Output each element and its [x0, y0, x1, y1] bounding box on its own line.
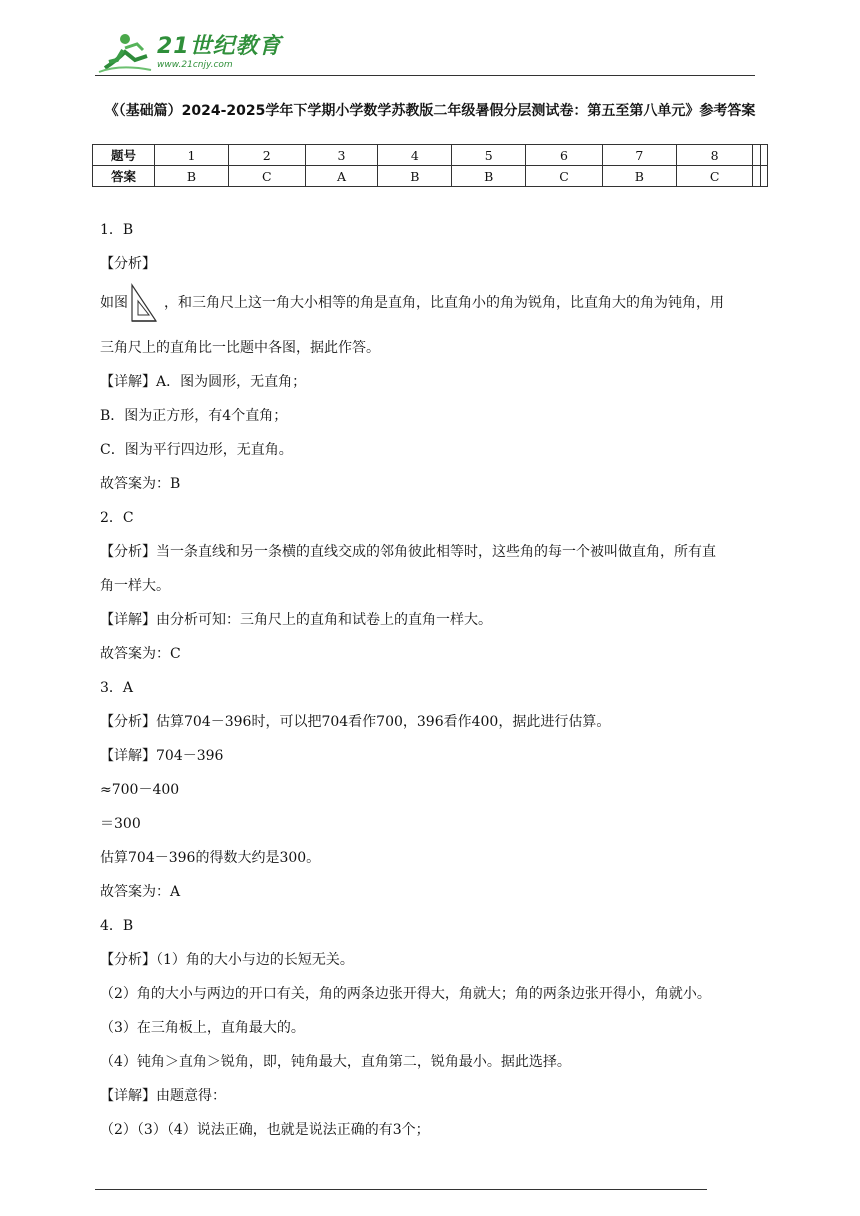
header-rule	[95, 75, 755, 76]
q1-detail-2: B．图为正方形，有4个直角；	[100, 408, 288, 424]
q4-analysis-4: （4）钝角＞直角＞锐角，即，钝角最大，直角第二，锐角最小。据此选择。	[100, 1054, 571, 1070]
table-cell: B	[155, 166, 229, 187]
q2-conclusion: 故答案为：C	[100, 646, 181, 662]
table-cell: 1	[155, 145, 229, 166]
q3-result: 估算704－396的得数大约是300。	[100, 850, 321, 866]
table-row-label: 题号	[93, 145, 155, 166]
table-cell: 6	[526, 145, 603, 166]
table-cell: B	[378, 166, 452, 187]
q2-heading: 2．C	[100, 510, 134, 526]
set-square-icon	[128, 283, 158, 323]
q3-conclusion: 故答案为：A	[100, 884, 181, 900]
q4-analysis-2: （2）角的大小与两边的开口有关，角的两条边张开得大，角就大；角的两条边张开得小，角就小。	[100, 986, 711, 1002]
q4-detail-2: （2）（3）（4）说法正确，也就是说法正确的有3个；	[100, 1122, 430, 1138]
table-cell: C	[526, 166, 603, 187]
q3-detail: 【详解】704－396	[100, 748, 224, 764]
table-cell: A	[305, 166, 378, 187]
table-cell: B	[602, 166, 676, 187]
table-cell	[760, 166, 767, 187]
page-title: 《（基础篇）2024-2025学年下学期小学数学苏教版二年级暑假分层测试卷：第五至第八单元》参考答案	[104, 103, 756, 119]
page-header	[95, 30, 755, 78]
q2-detail: 【详解】由分析可知：三角尺上的直角和试卷上的直角一样大。	[100, 612, 492, 628]
q3-heading: 3．A	[100, 680, 134, 696]
q3-step-1: ≈700－400	[100, 782, 180, 798]
table-cell	[753, 166, 760, 187]
logo-title: 21世纪教育	[157, 34, 282, 59]
table-cell	[753, 145, 760, 166]
q1-conclusion: 故答案为：B	[100, 476, 181, 492]
q4-analysis-3: （3）在三角板上，直角最大的。	[100, 1020, 305, 1036]
table-cell: 4	[378, 145, 452, 166]
q4-analysis-1: 【分析】（1）角的大小与边的长短无关。	[100, 952, 354, 968]
table-cell: 2	[228, 145, 305, 166]
q1-detail-1: 【详解】A．图为圆形，无直角；	[100, 374, 307, 390]
q1-analysis-post: ，和三角尺上这一角大小相等的角是直角，比直角小的角为锐角，比直角大的角为钝角，用	[164, 295, 724, 311]
table-cell: 7	[602, 145, 676, 166]
q3-analysis: 【分析】估算704－396时，可以把704看作700，396看作400，据此进行估算。	[100, 714, 611, 730]
q3-step-2: ＝300	[100, 816, 141, 832]
table-cell: C	[676, 166, 753, 187]
q1-analysis-label: 【分析】	[100, 256, 156, 272]
q1-analysis-cont: 三角尺上的直角比一比题中各图，据此作答。	[100, 340, 380, 356]
runner-logo-icon	[95, 30, 155, 76]
q2-analysis-cont: 角一样大。	[100, 578, 170, 594]
table-row-label: 答案	[93, 166, 155, 187]
q1-heading: 1．B	[100, 222, 134, 238]
table-cell: 5	[452, 145, 526, 166]
logo-url: www.21cnjy.com	[157, 60, 233, 70]
table-cell: 8	[676, 145, 753, 166]
table-cell: B	[452, 166, 526, 187]
answer-content	[100, 213, 765, 1147]
q4-detail: 【详解】由题意得：	[100, 1088, 226, 1104]
table-row	[93, 166, 768, 187]
table-cell	[760, 145, 767, 166]
q1-detail-3: C．图为平行四边形，无直角。	[100, 442, 293, 458]
table-cell: C	[228, 166, 305, 187]
table-row	[93, 145, 768, 166]
q1-analysis-pre: 如图	[100, 295, 128, 311]
answer-table	[92, 144, 768, 187]
q1-analysis	[100, 281, 765, 325]
table-cell: 3	[305, 145, 378, 166]
q2-analysis: 【分析】当一条直线和另一条横的直线交成的邻角彼此相等时，这些角的每一个被叫做直角，所有直	[100, 544, 716, 560]
footer-rule	[95, 1189, 707, 1190]
q4-heading: 4．B	[100, 918, 134, 934]
logo	[95, 30, 282, 76]
